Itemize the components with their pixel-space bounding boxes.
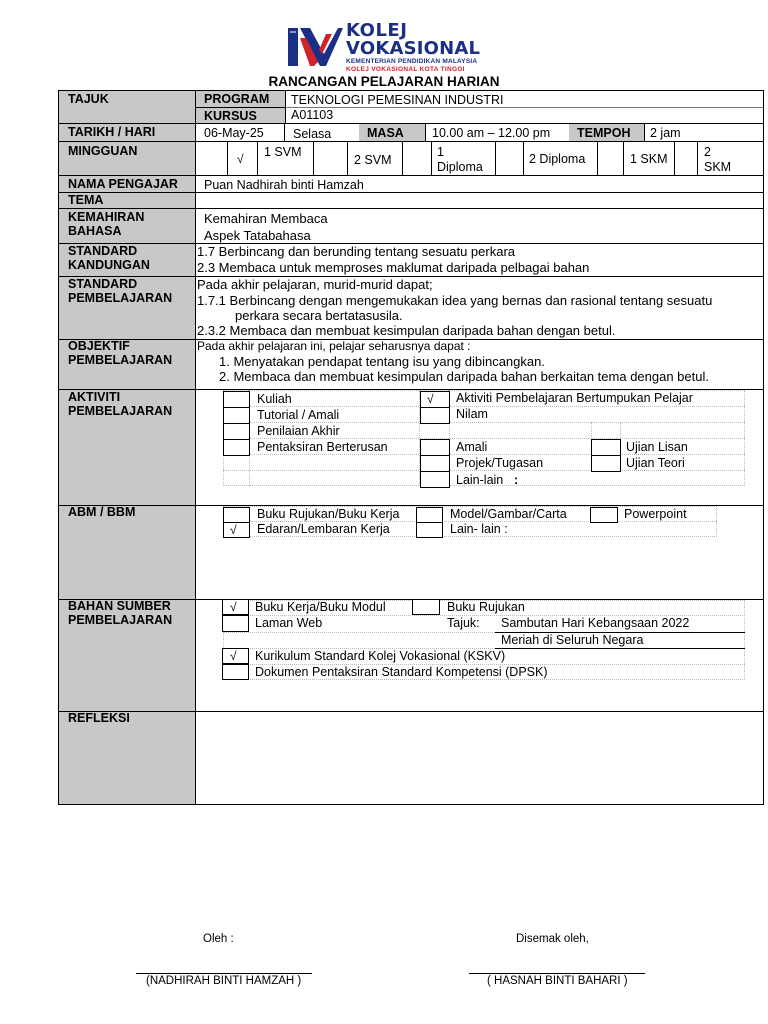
aktiviti-tutorial-label: Tutorial / Amali — [257, 408, 340, 422]
col-divider — [431, 141, 432, 175]
abm-edaran-tick: √ — [230, 523, 237, 537]
mingguan-2svm-label: 2 SVM — [354, 153, 392, 167]
aktiviti-abp-tick: √ — [427, 392, 434, 406]
label-aktiviti-1: AKTIVITI — [68, 390, 121, 404]
aktiviti-tutorial-checkbox[interactable] — [223, 407, 250, 424]
refleksi-field[interactable] — [197, 712, 763, 804]
disemak-label: Disemak oleh, — [516, 933, 589, 945]
mingguan-1skm-label: 1 SKM — [630, 152, 668, 166]
row-divider — [59, 141, 763, 142]
row-divider — [59, 175, 763, 176]
col-divider — [697, 141, 698, 175]
bahan-dpsk-label: Dokumen Pentaksiran Standard Kompetensi (DPSK) — [255, 665, 548, 679]
masa-value: 10.00 am – 12.00 pm — [432, 126, 551, 140]
label-tema: TEMA — [68, 193, 104, 207]
label-bahan-2: PEMBELAJARAN — [68, 613, 173, 627]
label-mingguan: MINGGUAN — [68, 144, 138, 158]
aktiviti-teori-checkbox[interactable] — [591, 455, 621, 472]
row-divider — [59, 208, 763, 209]
col-divider — [495, 141, 496, 175]
logo-line1: KOLEJ — [346, 20, 408, 41]
standard-pembelajaran-line1: 1.7.1 Berbincang dengan mengemukakan idea yang bernas dan rasional tentang sesuatu — [197, 293, 713, 308]
bahan-tajuk-label: Tajuk: — [447, 616, 480, 630]
mingguan-diploma2-label: 2 Diploma — [529, 152, 586, 166]
col-divider — [402, 141, 403, 175]
bahan-kskv-tick: √ — [230, 649, 237, 663]
abm-lain-checkbox[interactable] — [416, 522, 443, 538]
program-value: TEKNOLOGI PEMESINAN INDUSTRI — [291, 93, 504, 107]
col-divider — [623, 141, 624, 175]
abm-powerpoint-checkbox[interactable] — [590, 507, 618, 523]
bahan-kskv-label: Kurikulum Standard Kolej Vokasional (KSKV) — [255, 649, 506, 663]
label-nama-pengajar: NAMA PENGAJAR — [68, 177, 178, 191]
aktiviti-lainlain-label: Lain-lain — [456, 473, 504, 487]
bahan-tajuk-line2: Meriah di Seluruh Negara — [501, 633, 644, 647]
aktiviti-lainlain-colon: : — [514, 473, 519, 487]
label-tajuk: TAJUK — [68, 92, 109, 106]
signature-line-2 — [469, 973, 645, 974]
standard-pembelajaran-line1b: perkara secara bertatasusila. — [235, 308, 403, 323]
label-abm: ABM / BBM — [68, 505, 136, 519]
lesson-plan-table — [58, 90, 764, 805]
kursus-value: A01103 — [291, 108, 334, 122]
mingguan-diploma1-num: 1 — [437, 145, 444, 159]
mingguan-1svm-label: 1 SVM — [264, 145, 302, 159]
signature-name-2: ( HASNAH BINTI BAHARI ) — [487, 975, 628, 987]
standard-pembelajaran-intro: Pada akhir pelajaran, murid-murid dapat; — [197, 277, 433, 292]
kursus-label: KURSUS — [204, 109, 257, 123]
row-divider — [286, 107, 763, 108]
abm-powerpoint-label: Powerpoint — [624, 507, 687, 521]
col-divider — [425, 123, 426, 141]
col-divider — [347, 141, 348, 175]
logo-line4: KOLEJ VOKASIONAL KOTA TINGGI — [346, 66, 465, 73]
mingguan-2skm-label: SKM — [704, 160, 732, 174]
aktiviti-nilam-checkbox[interactable] — [420, 407, 450, 424]
tempoh-label: TEMPOH — [577, 126, 631, 140]
bahan-laman-label: Laman Web — [255, 616, 323, 630]
signature-line-1 — [136, 973, 312, 974]
aktiviti-lisan-label: Ujian Lisan — [626, 440, 688, 454]
objektif-intro: Pada akhir pelajaran ini, pelajar seharusnya dapat : — [197, 339, 471, 353]
label-aktiviti-2: PEMBELAJARAN — [68, 404, 173, 418]
aktiviti-pentaksiran-label: Pentaksiran Berterusan — [257, 440, 388, 454]
label-standard-pembelajaran-2: PEMBELAJARAN — [68, 291, 173, 305]
aktiviti-penilaian-label: Penilaian Akhir — [257, 424, 340, 438]
program-label: PROGRAM — [204, 92, 270, 106]
label-objektif-1: OBJEKTIF — [68, 339, 130, 353]
bahan-tajuk-line1: Sambutan Hari Kebangsaan 2022 — [501, 616, 690, 630]
nama-pengajar-value: Puan Nadhirah binti Hamzah — [204, 178, 364, 192]
aktiviti-kuliah-label: Kuliah — [257, 392, 292, 406]
abm-lain-label: Lain- lain : — [450, 522, 508, 536]
standard-kandungan-line1: 1.7 Berbincang dan berunding tentang sesuatu perkara — [197, 244, 516, 259]
grid-line — [223, 470, 745, 471]
aktiviti-amali-checkbox[interactable] — [420, 439, 450, 456]
col-divider — [597, 141, 598, 175]
tarikh-day: Selasa — [293, 127, 332, 141]
col-divider — [674, 141, 675, 175]
college-logo — [286, 22, 496, 74]
tarikh-date: 06-May-25 — [204, 126, 264, 140]
aktiviti-penilaian-checkbox[interactable] — [223, 423, 250, 440]
mingguan-2skm-num: 2 — [704, 145, 711, 159]
label-standard-kandungan-1: STANDARD — [68, 244, 138, 258]
abm-buku-checkbox[interactable] — [223, 507, 250, 523]
aktiviti-lainlain-checkbox[interactable] — [420, 471, 450, 488]
logo-line3: KEMENTERIAN PENDIDIKAN MALAYSIA — [346, 58, 478, 65]
objektif-item1: 1. Menyatakan pendapat tentang isu yang dibincangkan. — [219, 354, 545, 369]
col-divider — [523, 141, 524, 175]
aktiviti-projek-label: Projek/Tugasan — [456, 456, 544, 470]
row-divider — [59, 192, 763, 193]
bahan-buku-kerja-label: Buku Kerja/Buku Modul — [255, 600, 386, 614]
label-bahan-1: BAHAN SUMBER — [68, 599, 171, 613]
bahan-buku-rujukan-checkbox[interactable] — [412, 599, 440, 615]
label-tarikh: TARIKH / HARI — [68, 125, 156, 139]
label-kemahiran-2: BAHASA — [68, 224, 122, 238]
aktiviti-amali-label: Amali — [456, 440, 488, 454]
grid-line — [223, 438, 745, 439]
grid-line — [223, 454, 745, 455]
label-refleksi: REFLEKSI — [68, 711, 130, 725]
standard-kandungan-line2: 2.3 Membaca untuk memproses maklumat daripada pelbagai bahan — [197, 260, 590, 275]
col-divider — [644, 123, 645, 141]
abm-model-checkbox[interactable] — [416, 507, 443, 523]
bahan-dpsk-checkbox[interactable] — [222, 664, 249, 680]
aktiviti-nilam-label: Nilam — [456, 407, 488, 421]
tempoh-value: 2 jam — [650, 126, 681, 140]
grid-line — [223, 422, 745, 423]
row-divider — [196, 107, 286, 108]
masa-label: MASA — [367, 126, 404, 140]
abm-buku-label: Buku Rujukan/Buku Kerja — [257, 507, 400, 521]
bahan-laman-checkbox[interactable] — [222, 615, 249, 632]
standard-pembelajaran-line2: 2.3.2 Membaca dan membuat kesimpulan daripada bahan dengan betul. — [197, 323, 616, 338]
bahan-buku-rujukan-label: Buku Rujukan — [447, 600, 525, 614]
label-objektif-2: PEMBELAJARAN — [68, 353, 173, 367]
aktiviti-abp-label: Aktiviti Pembelajaran Bertumpukan Pelajar — [456, 391, 693, 405]
label-standard-kandungan-2: KANDUNGAN — [68, 258, 150, 272]
aktiviti-abp-checkbox[interactable] — [420, 391, 450, 408]
kemahiran-line1: Kemahiran Membaca — [204, 211, 328, 226]
label-standard-pembelajaran-1: STANDARD — [68, 277, 138, 291]
tajuk-underline — [495, 648, 745, 649]
col-divider — [257, 141, 258, 175]
aktiviti-teori-label: Ujian Teori — [626, 456, 685, 470]
document-title: RANCANGAN PELAJARAN HARIAN — [268, 74, 500, 89]
kv-logo-icon — [286, 24, 344, 70]
oleh-label: Oleh : — [203, 933, 234, 945]
col-divider — [227, 141, 228, 175]
bahan-buku-kerja-tick: √ — [230, 600, 237, 614]
aktiviti-lisan-checkbox[interactable] — [591, 439, 621, 456]
aktiviti-pentaksiran-checkbox[interactable] — [223, 439, 250, 456]
kemahiran-line2: Aspek Tatabahasa — [204, 228, 311, 243]
label-kemahiran-1: KEMAHIRAN — [68, 210, 145, 224]
signature-name-1: (NADHIRAH BINTI HAMZAH ) — [146, 975, 302, 987]
aktiviti-kuliah-checkbox[interactable] — [223, 391, 250, 408]
abm-edaran-label: Edaran/Lembaran Kerja — [257, 522, 390, 536]
abm-model-label: Model/Gambar/Carta — [450, 507, 567, 521]
col-divider — [284, 123, 285, 141]
aktiviti-projek-checkbox[interactable] — [420, 455, 450, 472]
objektif-item2: 2. Membaca dan membuat kesimpulan daripada bahan berkaitan tema dengan betul. — [219, 369, 709, 384]
col-divider — [313, 141, 314, 175]
logo-line2: VOKASIONAL — [346, 38, 481, 59]
mingguan-diploma1-label: Diploma — [437, 160, 483, 174]
mingguan-1svm-checkbox[interactable]: √ — [237, 152, 244, 166]
